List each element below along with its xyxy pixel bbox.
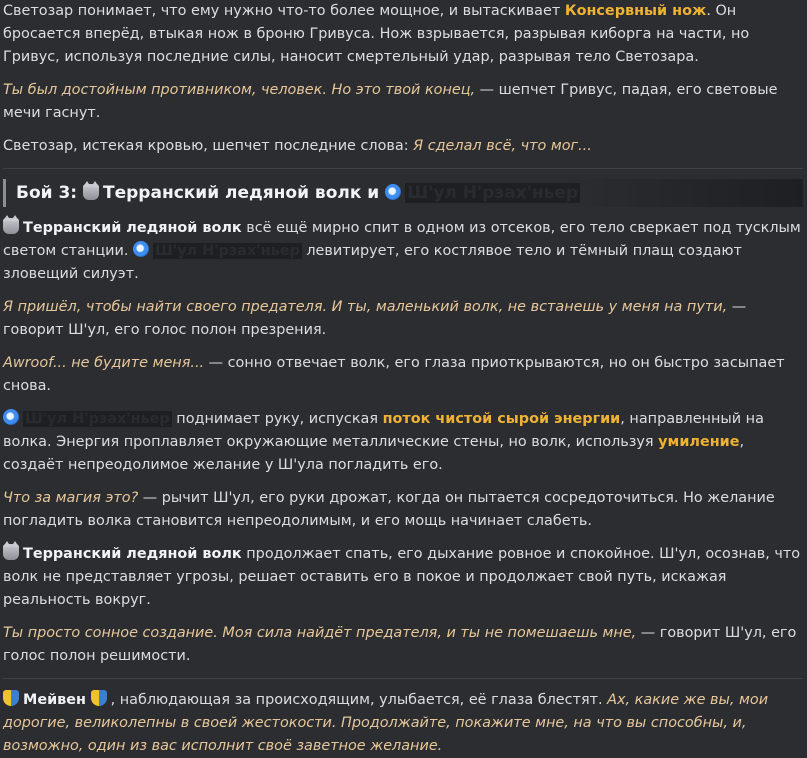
crystal-ball-icon (385, 184, 401, 200)
quote: Ты просто сонное создание. Моя сила найдёт предателя, и ты не помешаешь мне, (3, 625, 637, 641)
shul-name: Ш'ул Н'рзах'ньер (155, 243, 300, 259)
text: Светозар понимает, что ему нужно что-то более мощное, и вытаскивает (3, 3, 565, 19)
wolf-icon (3, 218, 19, 234)
theater-mask-icon (91, 690, 107, 706)
crystal-ball-icon (3, 409, 19, 425)
text: Светозар, истекая кровью, шепчет последние слова: (3, 138, 414, 154)
shul-name: Ш'ул Н'рзах'ньер (25, 411, 170, 427)
text: продолжает спать, его дыхание ровное и спокойное. Ш'ул, осознав, что волк не представляет угрозы, решает оставить его в покое и продолжает свой путь, искажая реальность вокруг. (3, 546, 801, 608)
paragraph-3 (3, 135, 803, 158)
paragraph-1 (3, 0, 803, 69)
crystal-ball-icon (133, 241, 149, 257)
battle-heading (3, 179, 803, 207)
paragraph-10 (3, 622, 803, 668)
heading-wolf: Терранский ледяной волк (103, 183, 362, 203)
quote: Я пришёл, чтобы найти своего предателя. И ты, маленький волк, не встанешь у меня на пути, (3, 299, 728, 315)
text: — говорит Ш'ул, его голос полон решимости. (3, 625, 797, 664)
quote: Я сделал всё, что мог... (413, 138, 592, 154)
wolf-icon (83, 184, 99, 200)
paragraph-2 (3, 79, 803, 125)
heading-prefix: Бой 3: (16, 183, 84, 203)
quote: Awroof... не будите меня... (3, 355, 205, 371)
text: , наблюдающая за происходящим, улыбается, её глаза блестят. (110, 692, 608, 708)
text: , создаёт непреодолимое желание у Ш'ула погладить его. (3, 434, 745, 473)
highlight-can-opener: Консервный нож (564, 3, 707, 19)
text: — шепчет Гривус, падая, его световые мечи гаснут. (3, 82, 778, 121)
highlight-energy: поток чистой сырой энергии (382, 411, 621, 427)
highlight-cuteness: умиление (658, 434, 740, 450)
paragraph-11 (3, 689, 803, 758)
quote: Ах, какие же вы, мои дорогие, великолепны в своей жестокости. Продолжайте, покажите мне, на что вы способны, и, возможно, один из вас исполнит своё заветное желание. (3, 692, 769, 754)
paragraph-9 (3, 543, 803, 612)
paragraph-5 (3, 296, 803, 342)
text: , направленный на волка. Энергия проплавляет окружающие металлические стены, но волк, используя (3, 411, 764, 450)
maven-name: Мейвен (23, 692, 86, 708)
divider (3, 168, 803, 169)
text: — сонно отвечает волк, его глаза приоткрываются, но он быстро засыпает снова. (3, 355, 785, 394)
paragraph-4 (3, 217, 803, 286)
quote: Что за магия это? (3, 490, 139, 506)
quote: Ты был достойным противником, человек. Но это твой конец, (3, 82, 476, 98)
text: поднимает руку, испуская (171, 411, 383, 427)
wolf-icon (3, 544, 19, 560)
text: — рычит Ш'ул, его руки дрожат, когда он пытается сосредоточиться. Но желание погладить волка становится непреодолимым, и его мощь начинает слабеть. (3, 490, 775, 529)
paragraph-8 (3, 487, 803, 533)
text: всё ещё мирно спит в одном из отсеков, его тело сверкает под тусклым светом станции. (3, 220, 801, 259)
paragraph-6 (3, 352, 803, 398)
text: . Он бросается вперёд, втыкая нож в броню Гривуса. Нож взрывается, разрывая киборга на части, но Гривус, используя последние силы, наносит смертельный удар, разрывая тело Светозара. (3, 3, 750, 65)
wolf-name: Терранский ледяной волк (23, 546, 242, 562)
heading-shul: Ш'ул Н'рзах'ньер (407, 183, 579, 203)
theater-mask-icon (3, 690, 19, 706)
text: левитирует, его костлявое тело и тёмный плащ создают зловещий силуэт. (3, 243, 742, 282)
text: — говорит Ш'ул, его голос полон презрения. (3, 299, 747, 338)
paragraph-7 (3, 408, 803, 477)
divider (3, 678, 803, 679)
wolf-name: Терранский ледяной волк (23, 220, 242, 236)
text: и (361, 183, 386, 203)
